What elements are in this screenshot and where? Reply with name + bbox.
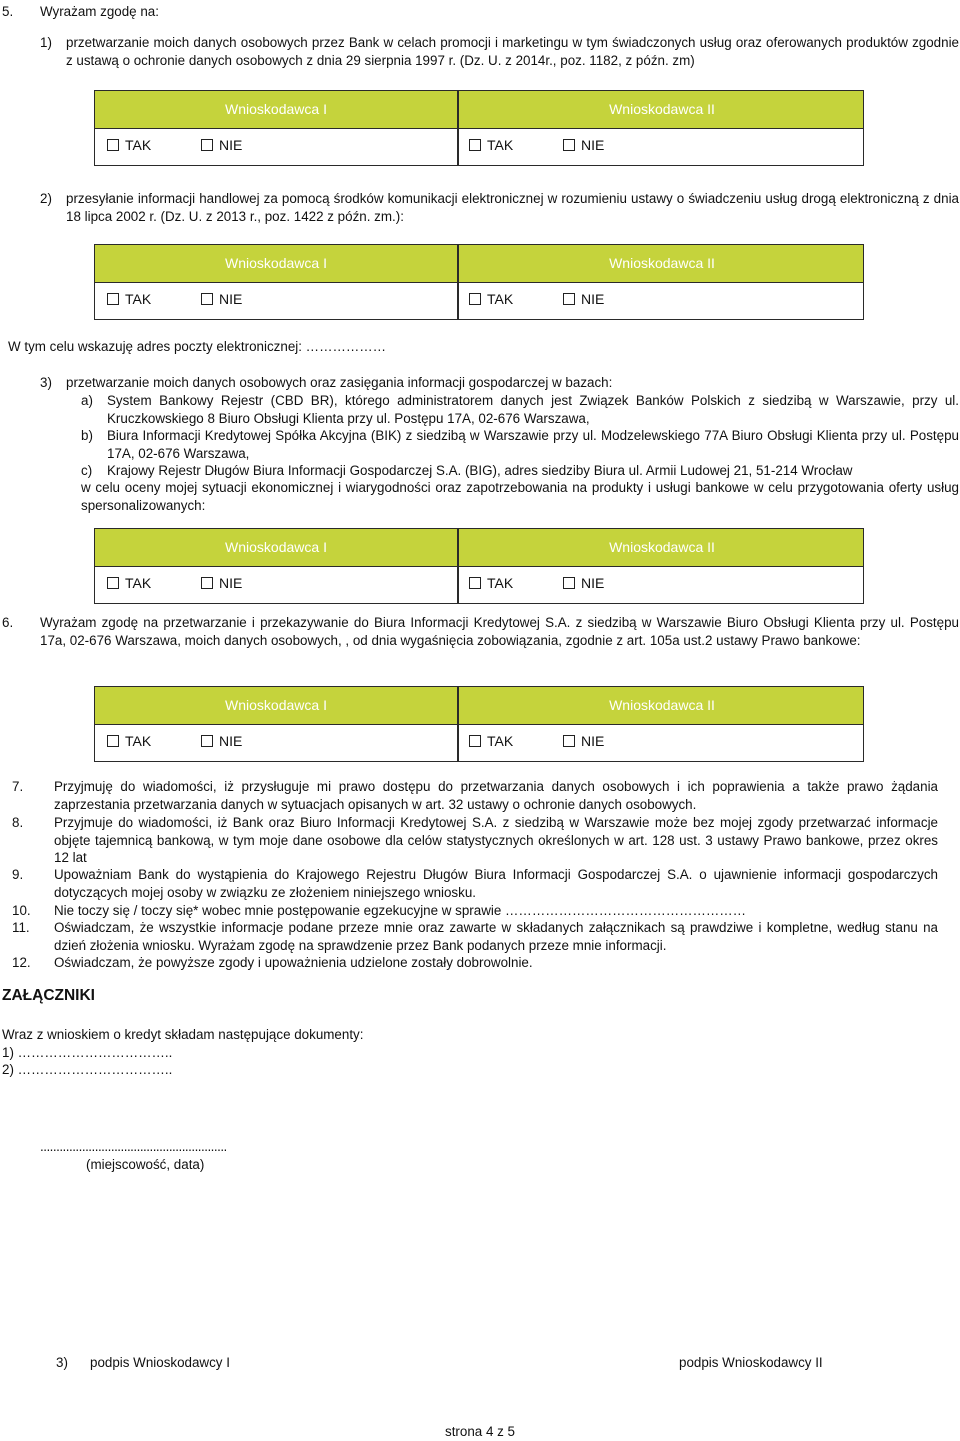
- statement-10: Nie toczy się / toczy się* wobec mnie postępowanie egzekucyjne w sprawie ………………………………………………: [54, 903, 747, 918]
- checkbox-icon[interactable]: [563, 577, 575, 589]
- signature-applicant-1: podpis Wnioskodawcy I: [90, 1355, 230, 1370]
- statement-7: Przyjmuję do wiadomości, iż przysługuje mi prawo dostępu do przetwarzania danych osobowych i ich poprawienia a także prawo żądania zaprzestania przetwarzania danych w sytuacjach opisanych w art. 32 ustawy o ochronie danych osobowych.: [54, 779, 938, 812]
- consent-3-text: przetwarzanie moich danych osobowych oraz zasięgania informacji gospodarczej w bazach:: [66, 375, 613, 390]
- item-letter: b): [81, 428, 93, 443]
- yes-label: TAK: [125, 291, 152, 307]
- applicant-2-no-option[interactable]: [563, 291, 604, 309]
- applicant-2-yes-option[interactable]: [469, 575, 513, 593]
- item-number: 2): [40, 191, 52, 206]
- checkbox-icon[interactable]: [469, 577, 481, 589]
- database-c-text: Krajowy Rejestr Długów Biura Informacji Gospodarczej S.A. (BIG), adres siedziby Biura ul. Armii Ludowej 21, 51-214 Wrocław: [107, 463, 853, 478]
- applicant-1-yes-option[interactable]: [107, 575, 151, 593]
- checkbox-icon[interactable]: [563, 139, 575, 151]
- applicant-1-yes-option[interactable]: [107, 291, 151, 309]
- item-number: 3): [40, 375, 52, 390]
- database-b-text: Biura Informacji Kredytowej Spółka Akcyjna (BIK) z siedzibą w Warszawie przy ul. Modzelewskiego 77A Biuro Obsługi Klienta przy ul. Postępu 17A, 02-676 Warszawa,: [107, 428, 959, 461]
- applicant-2-no-option[interactable]: [563, 575, 604, 593]
- no-label: NIE: [581, 733, 605, 749]
- yes-label: TAK: [487, 575, 514, 591]
- checkbox-icon[interactable]: [107, 293, 119, 305]
- attachments-heading: ZAŁĄCZNIKI: [2, 987, 95, 1004]
- attachment-line-2: 2) ……………………………..: [2, 1062, 173, 1077]
- place-date-label: (miejscowość, data): [86, 1157, 205, 1172]
- consent-table-2: [94, 244, 864, 320]
- applicant-2-yes-option[interactable]: [469, 733, 513, 751]
- yes-label: TAK: [487, 733, 514, 749]
- checkbox-icon[interactable]: [469, 735, 481, 747]
- item-number: 11.: [12, 920, 30, 935]
- yes-label: TAK: [125, 575, 152, 591]
- checkbox-icon[interactable]: [563, 735, 575, 747]
- checkbox-icon[interactable]: [469, 293, 481, 305]
- checkbox-icon[interactable]: [107, 577, 119, 589]
- applicant-2-heading: Wnioskodawca II: [609, 255, 715, 271]
- statement-12: Oświadczam, że powyższe zgody i upoważnienia udzielone zostały dobrowolnie.: [54, 955, 533, 970]
- checkbox-icon[interactable]: [563, 293, 575, 305]
- checkbox-icon[interactable]: [107, 139, 119, 151]
- applicant-1-heading: Wnioskodawca I: [225, 697, 327, 713]
- consent-table-1: [94, 90, 864, 166]
- statement-9: Upoważniam Bank do wystąpienia do Krajowego Rejestru Długów Biura Informacji Gospodarczej S.A. o ujawnienie informacji gospodarczych dotyczących mojej osoby w związku ze złożeniem niniejszego wniosku.: [54, 867, 938, 900]
- place-date-dots: ..........................................................: [40, 1139, 227, 1154]
- no-label: NIE: [219, 575, 243, 591]
- item-number: 10.: [12, 903, 31, 918]
- checkbox-icon[interactable]: [201, 139, 213, 151]
- page-number: strona 4 z 5: [445, 1424, 515, 1439]
- consent-1-text: przetwarzanie moich danych osobowych przez Bank w celach promocji i marketingu w tym świadczonych usług oraz oferowanych produktów zgodnie z ustawą o ochronie danych osobowych z dnia 29 sierpnia 1997 r. (Dz. U. z 2014r., poz. 1182, z późn. zm): [66, 35, 959, 68]
- checkbox-icon[interactable]: [201, 293, 213, 305]
- no-label: NIE: [219, 291, 243, 307]
- yes-label: TAK: [125, 137, 152, 153]
- applicant-2-heading: Wnioskodawca II: [609, 697, 715, 713]
- applicant-1-yes-option[interactable]: [107, 137, 151, 155]
- applicant-1-no-option[interactable]: [201, 291, 242, 309]
- item-number: 7.: [12, 779, 24, 794]
- applicant-2-no-option[interactable]: [563, 137, 604, 155]
- statement-8: Przyjmuje do wiadomości, iż Bank oraz Biuro Informacji Kredytowej S.A. z siedzibą w Warszawie może bez mojej zgody przetwarzać informacje objęte tajemnicą bankową, w tym moje dane osobowe dla celów statystycznych określonych w art. 128 ust. 3 ustawy Prawo bankowe, przez okres 12 lat: [54, 815, 938, 865]
- item-number: 12.: [12, 955, 31, 970]
- section-title: Wyrażam zgodę na:: [40, 4, 159, 19]
- consent-2-text: przesyłanie informacji handlowej za pomocą środków komunikacji elektronicznej w rozumieniu ustawy o świadczeniu usług drogą elektroniczną z dnia 18 lipca 2002 r. (Dz. U. z 2013 r., poz. 1422 z późn. zm.):: [66, 191, 959, 224]
- applicant-1-no-option[interactable]: [201, 137, 242, 155]
- yes-label: TAK: [487, 291, 514, 307]
- item-letter: a): [81, 393, 93, 408]
- applicant-1-no-option[interactable]: [201, 733, 242, 751]
- no-label: NIE: [219, 733, 243, 749]
- checkbox-icon[interactable]: [107, 735, 119, 747]
- applicant-2-heading: Wnioskodawca II: [609, 101, 715, 117]
- applicant-2-yes-option[interactable]: [469, 137, 513, 155]
- applicant-1-heading: Wnioskodawca I: [225, 101, 327, 117]
- consent-3-purpose: w celu oceny mojej sytuacji ekonomicznej i wiarygodności oraz zapotrzebowania na produkty i usługi bankowe w celu przygotowania oferty usług spersonalizowanych:: [81, 480, 959, 513]
- applicant-1-heading: Wnioskodawca I: [225, 255, 327, 271]
- item-number: 9.: [12, 867, 24, 882]
- item-number: 1): [40, 35, 52, 50]
- no-label: NIE: [581, 137, 605, 153]
- applicant-2-yes-option[interactable]: [469, 291, 513, 309]
- attachment-line-1: 1) ……………………………..: [2, 1045, 173, 1060]
- attachments-intro: Wraz z wnioskiem o kredyt składam następujące dokumenty:: [2, 1027, 364, 1042]
- signature-applicant-2: podpis Wnioskodawcy II: [679, 1355, 823, 1370]
- item-number: 3): [56, 1355, 68, 1370]
- checkbox-icon[interactable]: [469, 139, 481, 151]
- no-label: NIE: [581, 291, 605, 307]
- item-number: 8.: [12, 815, 24, 830]
- no-label: NIE: [219, 137, 243, 153]
- consent-table-4: [94, 686, 864, 762]
- checkbox-icon[interactable]: [201, 577, 213, 589]
- section-number: 6.: [2, 615, 14, 630]
- item-letter: c): [81, 463, 93, 478]
- applicant-2-heading: Wnioskodawca II: [609, 539, 715, 555]
- consent-table-3: [94, 528, 864, 604]
- yes-label: TAK: [125, 733, 152, 749]
- email-line: W tym celu wskazuję adres poczty elektronicznej: ………………: [8, 339, 387, 354]
- checkbox-icon[interactable]: [201, 735, 213, 747]
- yes-label: TAK: [487, 137, 514, 153]
- section-6-text: Wyrażam zgodę na przetwarzanie i przekazywanie do Biura Informacji Kredytowej S.A. z siedzibą w Warszawie Biuro Obsługi Klienta przy ul. Postępu 17a, 02-676 Warszawa, moich danych osobowych, , od dnia wygaśnięcia zobowiązania, zgodnie z art. 105a ust.2 ustawy Prawo bankowe:: [40, 615, 959, 648]
- statement-11: Oświadczam, że wszystkie informacje podane przeze mnie oraz zawarte w składanych załącznikach są prawdziwe i kompletne, według stanu na dzień złożenia wniosku. Wyrażam zgodę na sprawdzenie przez Bank podanych przeze mnie informacji.: [54, 920, 938, 953]
- database-a-text: System Bankowy Rejestr (CBD BR), którego administratorem danych jest Związek Banków Polskich z siedzibą w Warszawie, przy ul. Kruczkowskiego 8 Biuro Obsługi Klienta przy ul. Postępu 17A, 02-676 Warszawa,: [107, 393, 959, 426]
- section-number: 5.: [2, 4, 14, 19]
- applicant-2-no-option[interactable]: [563, 733, 604, 751]
- applicant-1-no-option[interactable]: [201, 575, 242, 593]
- no-label: NIE: [581, 575, 605, 591]
- applicant-1-heading: Wnioskodawca I: [225, 539, 327, 555]
- applicant-1-yes-option[interactable]: [107, 733, 151, 751]
